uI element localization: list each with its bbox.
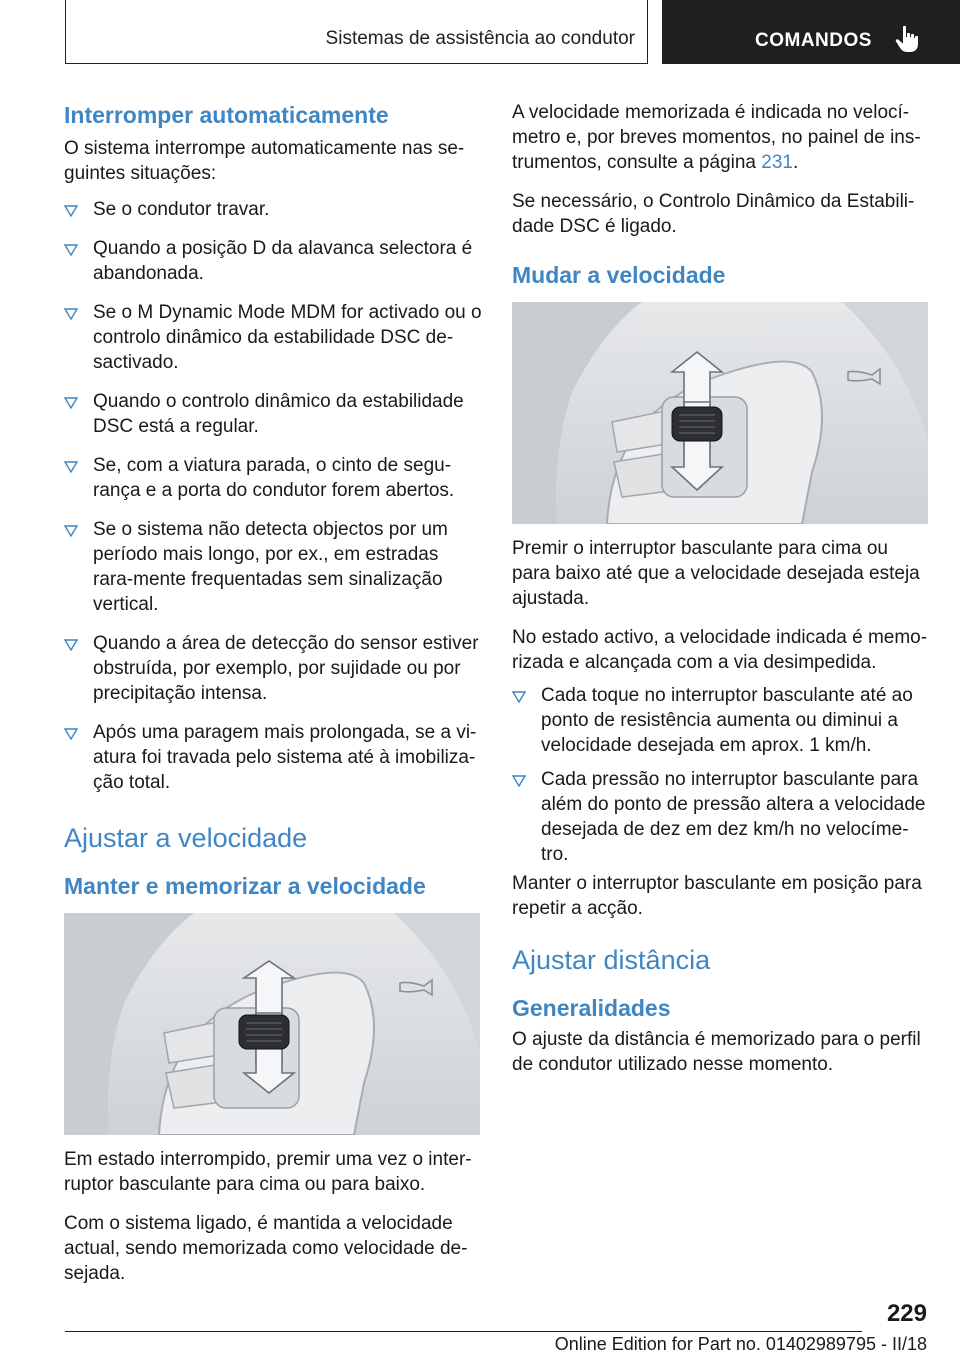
list-item: Quando a posição D da alavanca selectora é abandonada.: [64, 236, 482, 286]
paragraph-speed-kept: Com o sistema ligado, é mantida a velocidade actual, sendo memorizada como velocidade de-sejada.: [64, 1213, 468, 1284]
header-section-box: [65, 0, 648, 64]
paragraph-speed-indicated: A velocidade memorizada é indicada no velocí-metro e, por breves momentos, no painel de ins-trumentos, consulte a página 231.: [512, 102, 921, 173]
steering-wheel-figure-1: [64, 913, 480, 1135]
triangle-bullet-icon: [512, 691, 526, 703]
list-auto-interrupt: [64, 197, 482, 795]
paragraph-press-switch: Premir o interruptor basculante para cima ou para baixo até que a velocidade desejada esteja ajustada.: [512, 538, 920, 609]
triangle-bullet-icon: [64, 525, 78, 537]
list-change-speed: [512, 683, 930, 867]
paragraph-interrupted-state: Em estado interrompido, premir uma vez o inter-ruptor basculante para cima ou para baixo.: [64, 1149, 472, 1195]
list-item: Se o M Dynamic Mode MDM for activado ou o controlo dinâmico da estabilidade DSC de-sactivado.: [64, 300, 482, 375]
heading-set-speed: Ajustar a velocidade: [64, 823, 308, 853]
triangle-bullet-icon: [64, 244, 78, 256]
page-reference-link[interactable]: 231: [761, 152, 793, 173]
triangle-bullet-icon: [64, 205, 78, 217]
page-number: 229: [886, 1300, 927, 1327]
paragraph-general: O ajuste da distância é memorizado para o perfil de condutor utilizado nesse momento.: [512, 1029, 921, 1075]
left-column: [64, 100, 482, 1286]
triangle-bullet-icon: [64, 639, 78, 651]
header-chapter-box: [662, 0, 960, 64]
header-chapter-title: COMANDOS: [755, 30, 872, 51]
list-item: Se, com a viatura parada, o cinto de segu-rança e a porta do condutor forem abertos.: [64, 453, 482, 503]
triangle-bullet-icon: [64, 308, 78, 320]
triangle-bullet-icon: [64, 728, 78, 740]
triangle-bullet-icon: [64, 461, 78, 473]
list-item: Após uma paragem mais prolongada, se a vi-atura foi travada pelo sistema até à imobiliza-ção total.: [64, 720, 482, 795]
triangle-bullet-icon: [512, 775, 526, 787]
paragraph-dsc: Se necessário, o Controlo Dinâmico da Estabili-dade DSC é ligado.: [512, 191, 915, 237]
hand-pointer-icon: [892, 24, 922, 54]
footer-divider: [65, 1331, 862, 1332]
paragraph-active-state: No estado activo, a velocidade indicada é memo-rizada e alcançada com a via desimpedida.: [512, 627, 928, 673]
header-section-title: Sistemas de assistência ao condutor: [325, 28, 635, 49]
list-item: Quando o controlo dinâmico da estabilidade DSC está a regular.: [64, 389, 482, 439]
heading-adjust-distance: Ajustar distância: [512, 945, 711, 975]
list-item: Quando a área de detecção do sensor estiver obstruída, por exemplo, por sujidade ou por precipitação intensa.: [64, 631, 482, 706]
steering-wheel-rocker-illustration: [64, 913, 480, 1135]
heading-change-speed: Mudar a velocidade: [512, 262, 726, 288]
list-item: Cada toque no interruptor basculante até ao ponto de resistência aumenta ou diminui a velocidade desejada em aprox. 1 km/h.: [512, 683, 930, 758]
list-item: Cada pressão no interruptor basculante para além do ponto de pressão altera a velocidade desejada de dez em dez km/h no velocíme-tro.: [512, 767, 930, 867]
heading-auto-interrupt: Interromper automaticamente: [64, 102, 389, 128]
list-item: Se o condutor travar.: [64, 197, 482, 222]
steering-wheel-rocker-illustration: [512, 302, 928, 524]
right-column: [512, 100, 930, 1077]
list-item: Se o sistema não detecta objectos por um período mais longo, por ex., em estradas rara-mente frequentadas sem sinalização vertical.: [64, 517, 482, 617]
heading-keep-speed: Manter e memorizar a velocidade: [64, 873, 426, 899]
triangle-bullet-icon: [64, 397, 78, 409]
heading-general: Generalidades: [512, 995, 671, 1021]
steering-wheel-figure-2: [512, 302, 928, 524]
footer-edition: Online Edition for Part no. 01402989795 - II/18: [554, 1334, 927, 1354]
paragraph-hold-switch: Manter o interruptor basculante em posição para repetir a acção.: [512, 873, 922, 919]
paragraph-auto-interrupt: O sistema interrompe automaticamente nas se-guintes situações:: [64, 138, 465, 184]
